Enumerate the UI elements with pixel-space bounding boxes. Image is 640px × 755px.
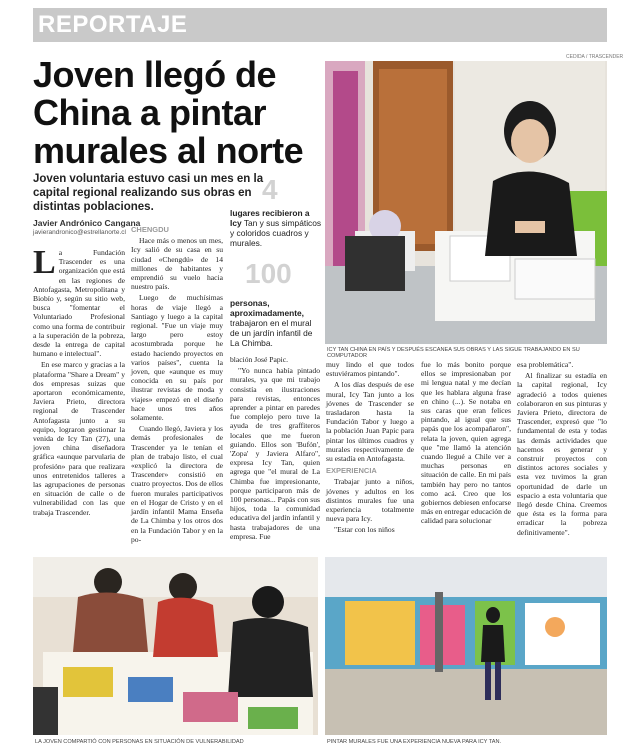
col6-para-1: esa problemática". (517, 360, 574, 369)
headline: Joven llegó de China a pintar murales al norte (33, 54, 304, 171)
col5-para-1: fue lo más bonito porque ellos se impresionaban por mi lengua natal y me decían que les hablara alguna frase en chino (...). Se notaba en sus caras que eran felices pintando, al igual que sus papás que los acompañaron", relata la joven, quien agrega que "me llamó la atención cuando llegué a Chile ver a muchas personas en situación de calle. En mi país también hay pero no tantos como acá. Creo que los gobiernos debiesen enfocarse más en entregar educación de calidad para solucionar (421, 360, 511, 526)
stat-text-2: personas, aproximadamente, trabajaron en el mural de un jardín infantil de La Chimba. (230, 298, 313, 348)
col6-para-2: Al finalizar su estadía en la capital regional, Icy agradeció a todos quienes colaboraron en sus pinturas y Javiera Prieto, directora de Trascender, expresó que "lo fundamental de esta y todas las demás actividades que hacemos es generar y construir proyectos con distintos actores sociales y esta vez tuvimos la gran oportunidad de darle un espacio a esta voluntaria que llegó desde China. Creemos que ésta es la forma para erradicar la pobreza definitivamente". (517, 371, 607, 537)
column-3 (230, 355, 320, 543)
caption-bottom-right: PINTAR MURALES FUE UNA EXPERIENCIA NUEVA PARA ICY TAN. (327, 739, 502, 745)
col4-para-1: muy lindo el que todos estuviéramos pintando". (326, 360, 414, 379)
photo-workshop (33, 557, 318, 735)
caption-top-photo: ICY TAN CHINA EN PAÍS Y DESPUÉS ESCANEA SUS OBRAS Y LAS SIGUE TRABAJANDO EN SU COMPUTADOR (327, 347, 580, 359)
caption-bottom-left: LA JOVEN COMPARTIÓ CON PERSONAS EN SITUACIÓN DE VULNERABILIDAD (35, 739, 244, 745)
col4-para-3: Trabajar junto a niños, jóvenes y adultos en los distintos murales fue una experiencia totalmente nueva para Icy. (326, 477, 414, 524)
col2-para-2: Luego de muchísimas horas de viaje llegó a Santiago y luego a la capital regional. "Fue un viaje muy largo pero estoy acostumbrada porque he estado haciendo proyectos en varios países", cuenta la joven, que «aunque es muy conocida en su país por ilustrar revistas de moda y viajes» empezó en el diseño hace unos tres años solamente. (131, 293, 223, 423)
col4-para-2: A los días después de ese mural, Icy Tan junto a los jóvenes de Trascender se trasladaron hasta la Fundación Tabor y luego a la población Juan Papic para pintar los últimos cuadros y murales respectivamente de su estadía en Antofagasta. (326, 380, 414, 464)
col3-para-1: blación José Papic. (230, 355, 288, 364)
col1-para-1: a Fundación Trascender es una organización que está en las regiones de Antofagasta, Metropolitana y Biobío y, según su sitio web, busca "fomentar el Voluntariado Profesional como una forma de contribuir a la superación de la pobreza, desde la entrega de capital humano e intelectual". (33, 248, 125, 359)
col3-para-2: "Yo nunca había pintado murales, ya que mi trabajo consistía en ilustraciones para revistas, entonces aprender a pintar en paredes fue complejo pero tuve la ayuda de tres graffiteros locales que me fueron guiando. Ellos son 'Bufón', 'Zopa' y Javiera Alfaro", expresa Icy Tan, quien agrega que "el mural de La Chimba fue impresionante, porque participaron más de 100 personas... Papás con sus hijos, toda la comunidad educativa del jardín infantil y hasta trabajadores de una empresa. Fue (230, 366, 320, 541)
kicker-chengdu: CHENGDU (131, 225, 169, 234)
byline-email: javierandronico@estrellanorte.cl (33, 229, 126, 236)
subhead: Joven voluntaria estuvo casi un mes en la capital regional realizando sus obras en distintas poblaciones. (33, 173, 264, 213)
section-label: REPORTAJE (38, 11, 188, 38)
kicker-experiencia: EXPERIENCIA (326, 466, 377, 476)
stat-number-1: 4 (262, 174, 278, 205)
col2-para-1: Hace más o menos un mes, Icy salió de su casa en su ciudad «Chengdú» de 14 millones de habitantes y emprendió su vuelo hacia nuestro país. (131, 236, 223, 292)
photo-mural (325, 557, 607, 735)
col1-para-2: En ese marco y gracias a la plataforma "Share a Dream" y dos empresas suizas que aportaron económicamente, Javiera Prieto, directora regional de Trascender Antofagasta junto a su equipo, lograron gestionar la venida de Icy Tan (27), una joven china diseñadora gráfica «aunque parvularia de profesión» para que realizara unos entretenidos talleres a las agrupaciones de personas en situación de calle o de vulnerabilidad con las que trabaja Trascender. (33, 360, 125, 517)
stat-number-2: 100 (245, 258, 292, 289)
column-2 (131, 222, 223, 546)
column-4 (326, 360, 414, 537)
byline-author: Javier Andrónico Cangana (33, 218, 141, 228)
photo-credit: CEDIDA / TRASCENDER (566, 54, 624, 60)
photo-icy-tan (325, 61, 607, 344)
dropcap: L (33, 244, 56, 281)
column-6 (517, 360, 607, 539)
col2-para-3: Cuando llegó, Javiera y los demás profesionales de Trascender ya le tenían el plan de trabajo listo, el cual «explicó la directora de Trascender» consistió en cuatro proyectos. Dos de ellos fueron murales participativos en el Hogar de Cristo y en el jardín infantil Mama Enseña de La Chimba y los otros dos en la Fundación Tabor y en la po- (131, 424, 223, 544)
column-5 (421, 360, 511, 528)
col4-para-4: "Estar con los niños (334, 525, 395, 535)
column-1 (33, 244, 125, 519)
stat-text-1: lugares recibieron a Icy Tan y sus simpáticos y coloridos cuadros y murales. (230, 208, 322, 248)
